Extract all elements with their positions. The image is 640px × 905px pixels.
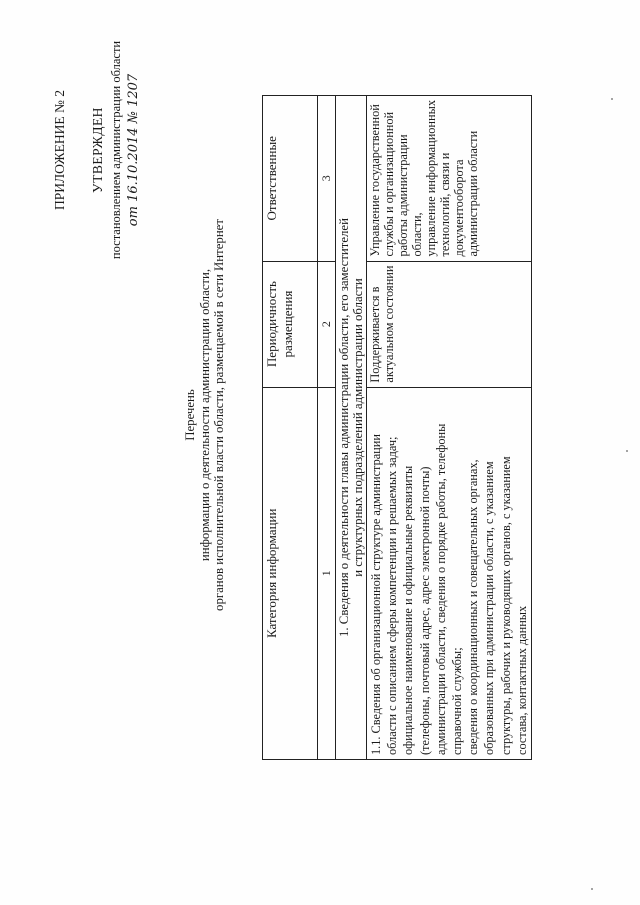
column-number: 2	[318, 261, 336, 387]
decree-date-line	[126, 15, 141, 285]
title-line-1: Перечень	[183, 389, 197, 441]
date-prefix: от	[126, 206, 141, 227]
section-row	[336, 96, 367, 760]
decree-number-handwritten: 1207	[126, 73, 141, 107]
title-line-2: информации о деятельности администрации области,	[198, 268, 212, 562]
column-number: 1	[318, 387, 336, 759]
column-number: 3	[318, 96, 336, 262]
header-periodicity: Периодичность размещения	[263, 261, 318, 387]
approval-stamp-block	[52, 15, 141, 285]
decree-date-handwritten: 16.10.2014	[126, 127, 141, 202]
number-prefix: №	[126, 111, 141, 124]
decree-line: постановлением администрации области	[109, 40, 123, 260]
title-line-3: органов исполнительной власти области, размещаемой в сети Интернет	[212, 219, 226, 611]
section-title: 1. Сведения о деятельности главы администрации области, его заместителей и структурных подразделений администрации области	[336, 96, 367, 760]
information-table	[262, 95, 532, 760]
document-title	[183, 115, 226, 715]
header-responsible: Ответственные	[263, 96, 318, 262]
column-number-row	[318, 96, 336, 760]
periodicity-cell: Поддерживается в актуальном состоянии	[367, 261, 532, 387]
table-header-row	[263, 96, 318, 760]
appendix-label: ПРИЛОЖЕНИЕ № 2	[52, 89, 67, 211]
header-category: Категория информации	[263, 387, 318, 759]
approved-label: УТВЕРЖДЕН	[90, 107, 105, 193]
table-row	[367, 96, 532, 760]
category-cell: 1.1. Сведения об организационной структуре администрации области с описанием сферы компетенции и решаемых задач; официальное наименование и официальные реквизиты (телефоны, почтовый адрес, адрес электронной почты) администрации области, сведения о порядке работы, телефоны справочной службы; сведения о координационных и совещательных органах, образованных при администрации области, с указанием структуры, рабочих и руководящих органов, с указанием состава, контактных данных	[367, 387, 532, 759]
responsible-cell: Управление государственной службы и организационной работы администрации области, управление информационных технологий, связи и документооборота администрации области	[367, 96, 532, 262]
